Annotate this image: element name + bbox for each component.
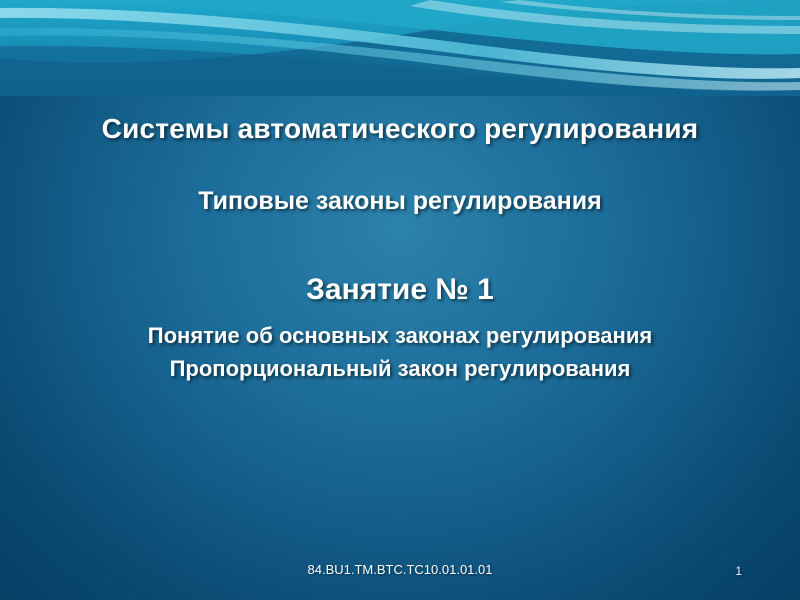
- topic-line-1: Понятие об основных законах регулирования: [147, 322, 653, 348]
- slide-footer: [0, 562, 800, 586]
- decorative-header-banner: [0, 0, 800, 96]
- lesson-heading: Занятие № 1: [306, 272, 494, 306]
- slide-number: 1: [735, 564, 742, 578]
- topic-line-2: Пропорциональный закон регулирования: [169, 356, 631, 382]
- page-subtitle: Типовые законы регулирования: [198, 186, 602, 215]
- slide-content: [0, 96, 800, 536]
- document-code: 84.BU1.TM.BTC.TC10.01.01.01: [307, 562, 493, 577]
- page-title: Системы автоматического регулирования: [101, 113, 699, 144]
